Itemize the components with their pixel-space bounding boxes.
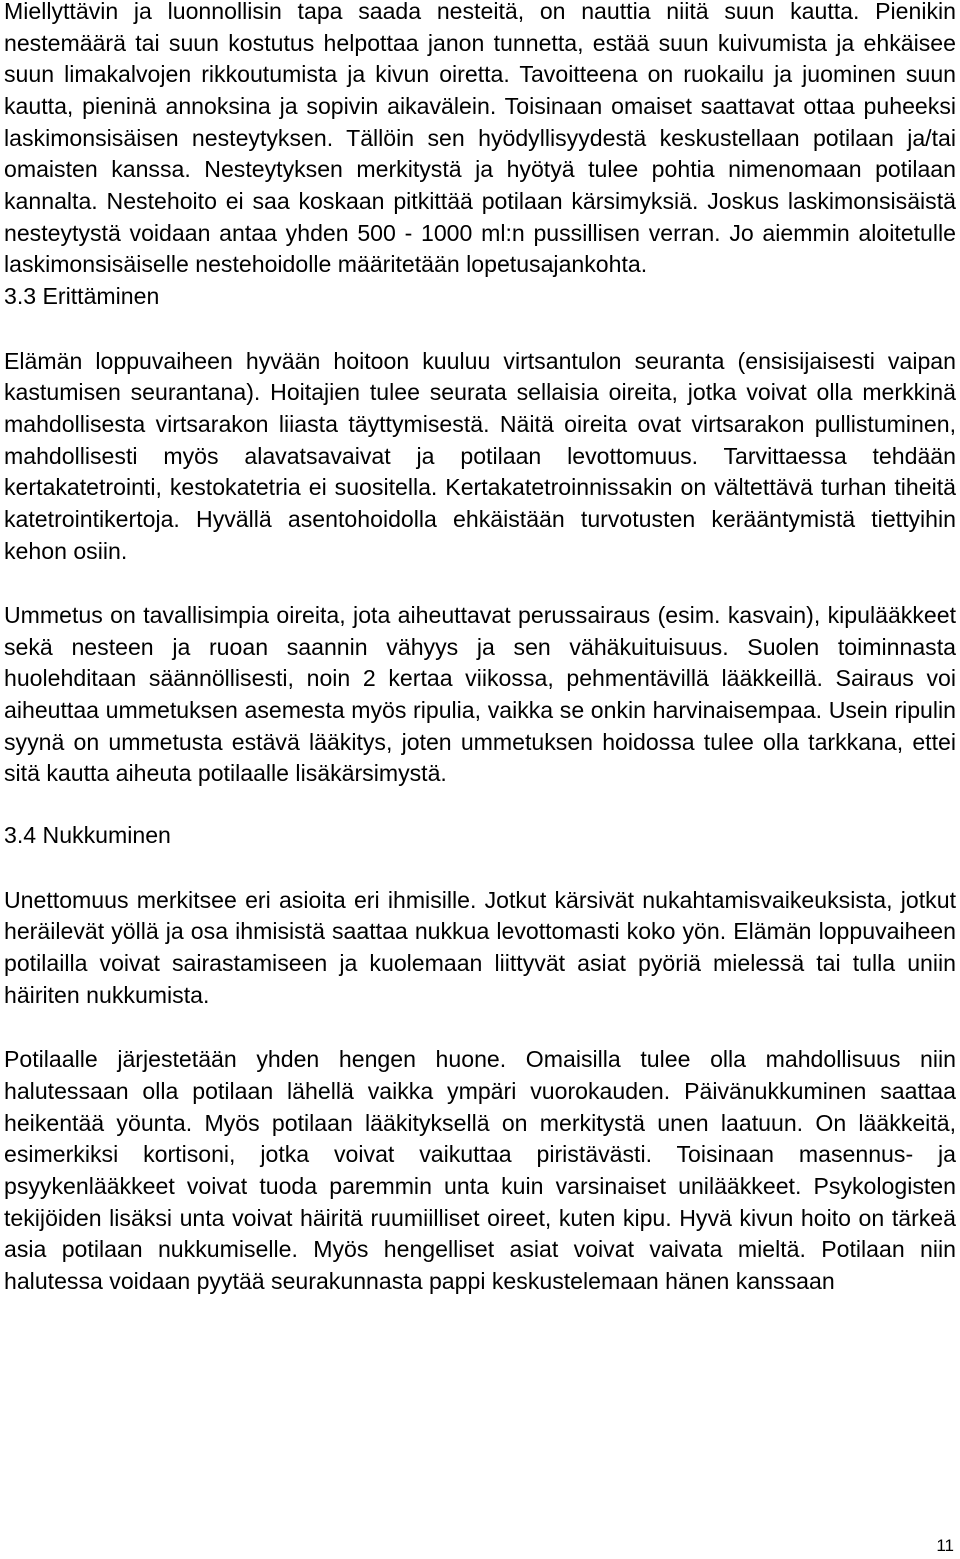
paragraph-constipation: Ummetus on tavallisimpia oireita, jota aiheuttavat perussairaus (esim. kasvain), kipulääkkeet sekä nesteen ja ruoan saannin vähyys ja sen vähäkuituisuus. Suolen toiminnasta huolehditaan säännöllisesti, noin 2 kertaa viikossa, pehmentävillä lääkkeillä. Sairaus voi aiheuttaa ummetuksen asemesta myös ripulia, vaikka se onkin harvinaisempaa. Usein ripulin syynä on ummetusta estävä lääkitys, joten ummetuksen hoidossa tulee olla tarkkana, ettei sitä kautta aiheuta potilaalle lisäkärsimystä. bbox=[4, 602, 956, 787]
section-heading-elimination: 3.3 Erittäminen bbox=[4, 282, 160, 309]
section-heading-sleep: 3.4 Nukkuminen bbox=[4, 822, 171, 849]
paragraph-sleep-environment: Potilaalle järjestetään yhden hengen huone. Omaisilla tulee olla mahdollisuus niin halutessaan olla potilaan lähellä vaikka ympäri vuorokauden. Päivänukkuminen saattaa heikentää yöunta. Myös potilaan lääkityksellä on merkitystä unen laatuun. On lääkkeitä, esimerkiksi kortisoni, jotka voivat vaikuttaa piristävästi. Toisinaan masennus- ja psyykenlääkkeet voivat tuoda paremmin unta kuin varsinaiset unilääkkeet. Psykologisten tekijöiden lisäksi unta voivat häiritä ruumiilliset oireet, kuten kipu. Hyvä kivun hoito on tärkeä asia potilaan nukkumiselle. Myös hengelliset asiat voivat vaivata mieltä. Potilaan niin halutessa voidaan pyytää seurakunnasta pappi keskustelemaan hänen kanssaan bbox=[4, 1046, 956, 1294]
paragraph-fluids: Miellyttävin ja luonnollisin tapa saada nesteitä, on nauttia niitä suun kautta. Pienikin nestemäärä tai suun kostutus helpottaa janon tunnetta, estää suun kuivumista ja ehkäisee suun limakalvojen rikkoutumista ja kivun oiretta. Tavoitteena on ruokailu ja juominen suun kautta, pieninä annoksina ja sopivin aikavälein. Toisinaan omaiset saattavat ottaa puheeksi laskimonsisäisen nesteytyksen. Tällöin sen hyödyllisyydestä keskustellaan potilaan ja/tai omaisten kanssa. Nesteytyksen merkitystä ja hyötyä tulee pohtia nimenomaan potilaan kannalta. Nestehoito ei saa koskaan pitkittää potilaan kärsimyksiä. Joskus laskimonsisäistä nesteytystä voidaan antaa yhden 500 - 1000 ml:n pussillisen verran. Jo aiemmin aloitetulle laskimonsisäiselle nestehoidolle määritetään lopetusajankohta. bbox=[4, 0, 956, 278]
paragraph-urination: Elämän loppuvaiheen hyvään hoitoon kuuluu virtsantulon seuranta (ensisijaisesti vaipan kastumisen seurantana). Hoitajien tulee seurata sellaisia oireita, jotka voivat olla merkkinä mahdollisesta virtsarakon liiasta täyttymisestä. Näitä oireita ovat virtsarakon pullistuminen, mahdollisesti myös alavatsavaivat ja potilaan levottomuus. Tarvittaessa tehdään kertakatetrointi, kestokatetria ei suositella. Kertakatetroinnissakin on vältettävä turhan tiheitä katetrointikertoja. Hyvällä asentohoidolla ehkäistään turvotusten kerääntymistä tiettyihin kehon osiin. bbox=[4, 347, 956, 564]
page-number: 11 bbox=[936, 1536, 954, 1555]
paragraph-insomnia: Unettomuus merkitsee eri asioita eri ihmisille. Jotkut kärsivät nukahtamisvaikeuksista, jotkut heräilevät yöllä ja osa ihmisistä saattaa nukkua levottomasti koko yön. Elämän loppuvaiheen potilailla voivat sairastamiseen ja kuolemaan liittyvät asiat pyöriä mielessä tai tulla uniin häiriten nukkumista. bbox=[4, 886, 956, 1008]
document-page bbox=[4, 0, 956, 1298]
